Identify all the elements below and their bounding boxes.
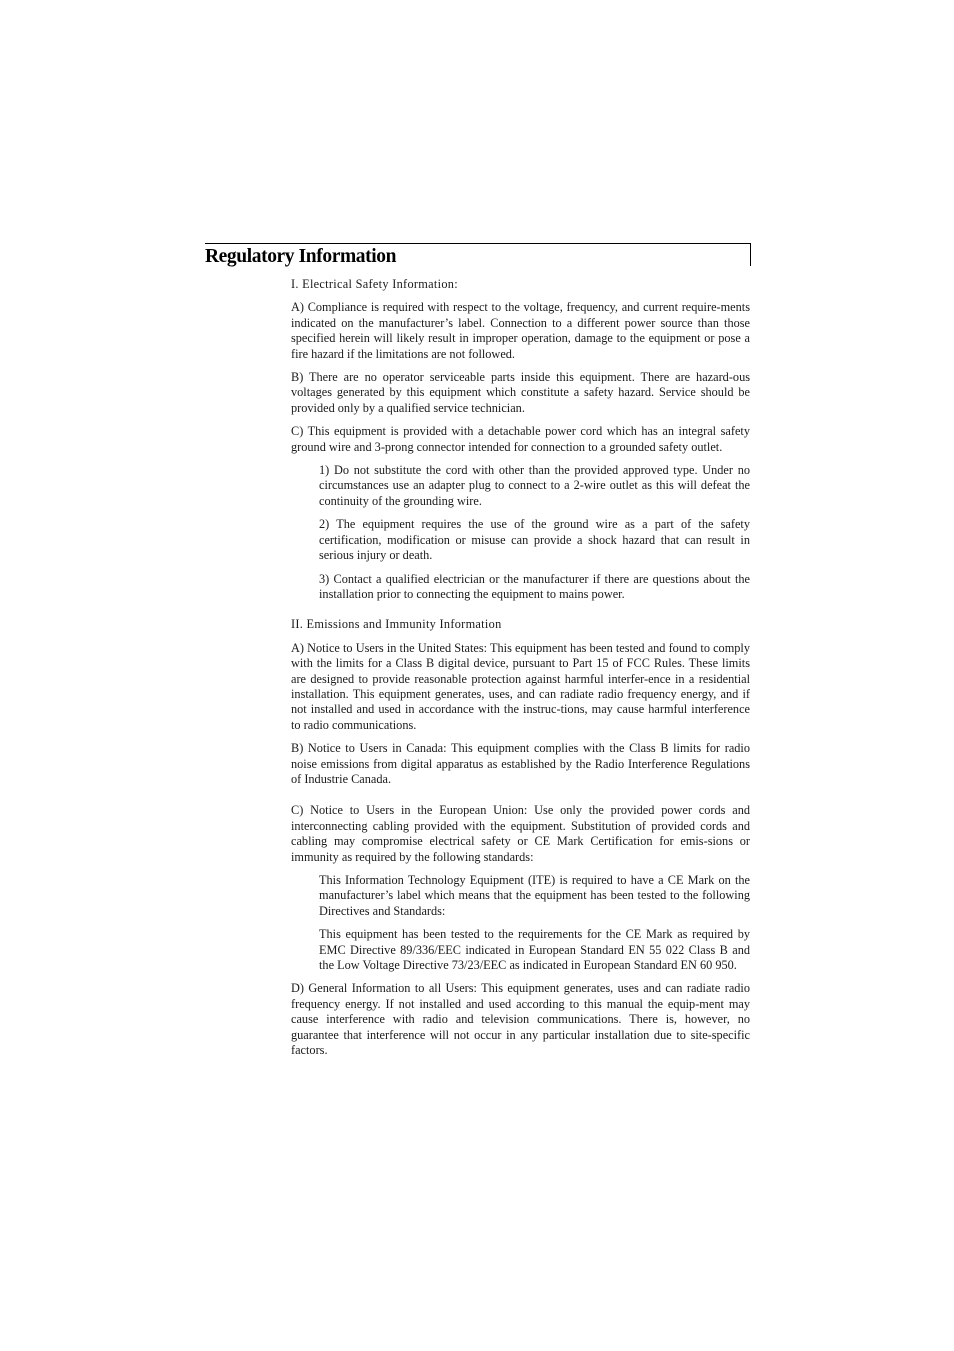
section-heading-electrical-safety: I. Electrical Safety Information: (291, 277, 458, 291)
paragraph-general-information: D) General Information to all Users: This equipment generates, uses and can radiate radio frequency energy. If not installed and used according to this manual the equip-ment may cause interference with radio and television communications. There is, however, no guarantee that interference will not occur in any particular installation due to site-specific factors. (291, 981, 750, 1058)
paragraph-notice-canada: B) Notice to Users in Canada: This equipment complies with the Class B limits for radio noise emissions from digital apparatus as established by the Radio Interference Regulations of Industrie Canada. (291, 741, 750, 786)
list-item-ground-wire: 2) The equipment requires the use of the ground wire as a part of the safety certification, modification or misuse can provide a shock hazard that can result in serious injury or death. (319, 517, 750, 563)
title-rule-tick (750, 243, 751, 266)
list-item-cord-substitution: 1) Do not substitute the cord with other than the provided approved type. Under no circumstances use an adapter plug to connect to a 2-wire outlet as this will defeat the continuity of the grounding wire. (319, 463, 750, 508)
paragraph-serviceable-parts: B) There are no operator serviceable parts inside this equipment. There are hazard-ous voltages generated by this equipment which constitute a safety hazard. Service should be provided only by a qualified service technician. (291, 370, 750, 415)
page-title: Regulatory Information (205, 246, 397, 267)
paragraph-compliance: A) Compliance is required with respect to the voltage, frequency, and current require-ments indicated on the manufacturer’s label. Connection to a different power source than those specified herein will likely result in improper operation, damage to the equipment or pose a fire hazard if the limitations are not followed. (291, 300, 750, 361)
paragraph-notice-us: A) Notice to Users in the United States: This equipment has been tested and found to comply with the limits for a Class B digital device, pursuant to Part 15 of FCC Rules. These limits are designed to provide reasonable protection against harmful interfer-ence in a residential installation. This equipment generates, uses, and can radiate radio frequency energy, and if not installed and used in accordance with the instruc-tions, may cause harmful interference to radio communications. (291, 640, 750, 732)
section-heading-emissions: II. Emissions and Immunity Information (291, 617, 502, 632)
list-item-contact-electrician: 3) Contact a qualified electrician or the manufacturer if there are questions about the installation prior to connecting the equipment to mains power. (319, 571, 750, 601)
document-body (291, 277, 750, 1058)
title-rule (205, 243, 750, 244)
paragraph-notice-eu: C) Notice to Users in the European Union: Use only the provided power cords and interconnecting cabling provided with the equipment. Substitution of provided cords and cabling may compromise electrical safety or CE Mark Certification for emis-sions or immunity as required by the following standards: (291, 803, 750, 864)
paragraph-ce-mark-requirement: This Information Technology Equipment (ITE) is required to have a CE Mark on the manufacturer’s label which means that the equipment has been tested to the following Directives and Standards: (319, 873, 750, 918)
paragraph-power-cord: C) This equipment is provided with a detachable power cord which has an integral safety ground wire and 3-prong connector intended for connection to a grounded safety outlet. (291, 424, 750, 454)
paragraph-ce-mark-testing: This equipment has been tested to the requirements for the CE Mark as required by EMC Directive 89/336/EEC indicated in European Standard EN 55 022 Class B and the Low Voltage Directive 73/23/EEC as indicated in European Standard EN 60 950. (319, 927, 750, 973)
